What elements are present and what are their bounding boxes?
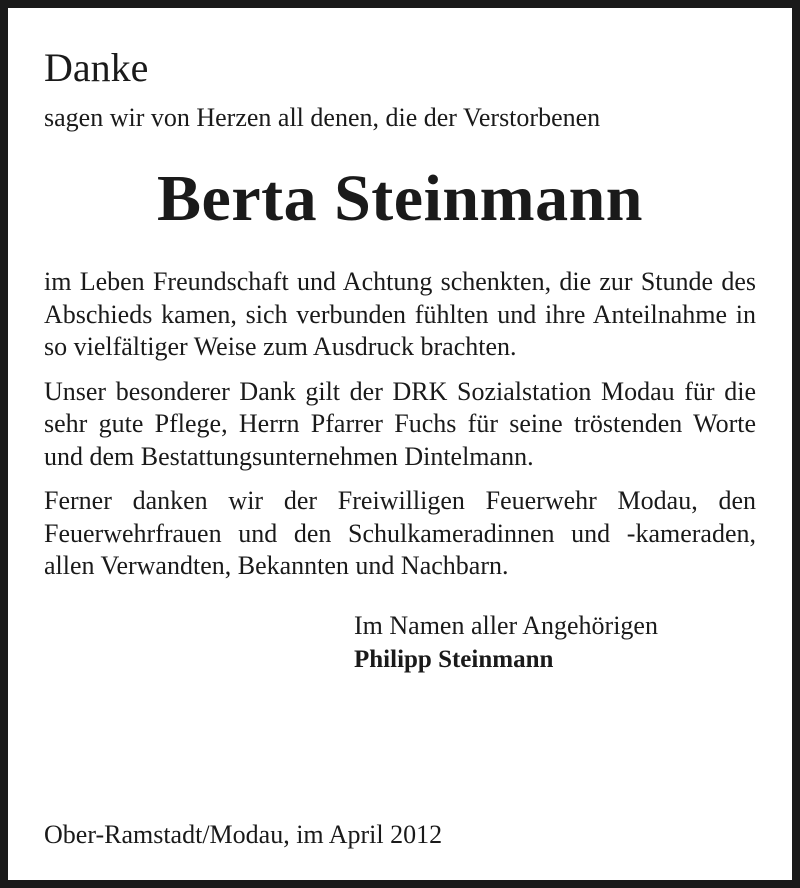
notice-intro: sagen wir von Herzen all denen, die der Verstorbenen [44, 103, 601, 132]
notice-content [44, 44, 756, 856]
thanks-paragraph-1: im Leben Freundschaft und Achtung schenkten, die zur Stunde des Abschieds kamen, sich verbunden fühlten und ihre Anteilnahme in so vielfältiger Weise zum Ausdruck brachten. [44, 267, 756, 361]
thanks-paragraph-3: Ferner danken wir der Freiwilligen Feuerwehr Modau, den Feuerwehrfrauen und den Schulkameradinnen und -kameraden, allen Verwandten, Bekannten und Nachbarn. [44, 486, 756, 580]
place-date: Ober-Ramstadt/Modau, im April 2012 [44, 820, 443, 849]
signoff-block [354, 609, 756, 677]
signatory-name: Philipp Steinmann [354, 645, 554, 673]
thanks-paragraph-2: Unser besonderer Dank gilt der DRK Sozialstation Modau für die sehr gute Pflege, Herrn Pfarrer Fuchs für seine tröstenden Worte und dem Bestattungsunternehmen Dintelmann. [44, 376, 756, 471]
signoff-line: Im Namen aller Angehörigen [354, 610, 658, 640]
notice-title: Danke [44, 45, 149, 90]
deceased-name: Berta Steinmann [157, 162, 643, 235]
